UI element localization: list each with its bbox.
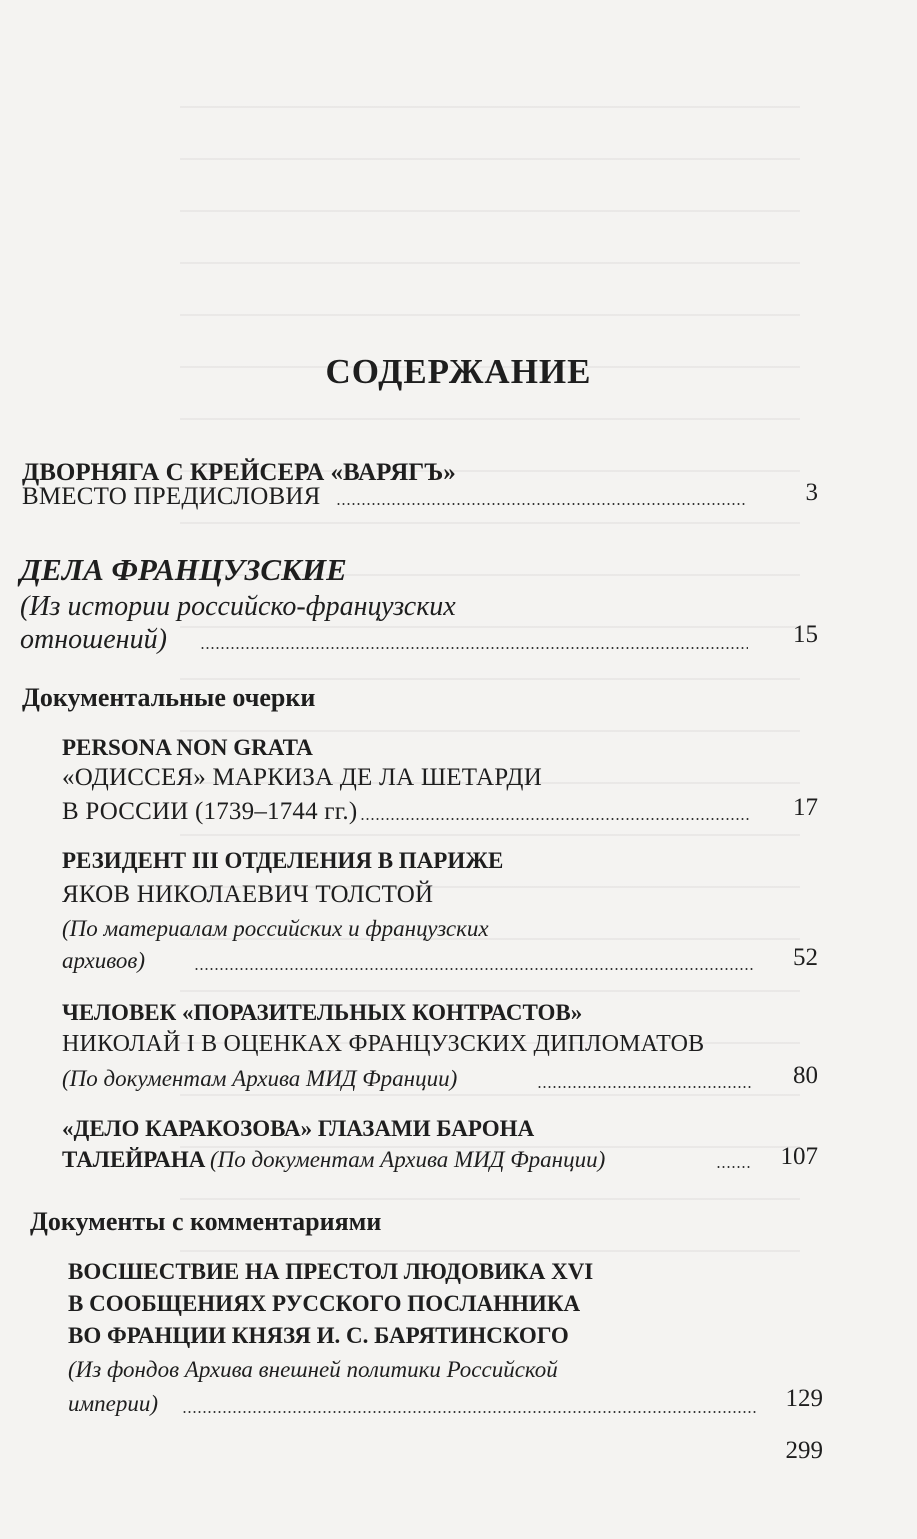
entry-note: (Из фондов Архива внешней политики Российской <box>68 1357 558 1382</box>
entry-subtitle: ЯКОВ НИКОЛАЕВИЧ ТОЛСТОЙ <box>62 881 434 908</box>
entry-note: (По документам Архива МИД Франции) <box>62 1066 458 1091</box>
entry-heading: PERSONA NON GRATA <box>62 735 313 760</box>
entry-heading: ЧЕЛОВЕК «ПОРАЗИТЕЛЬНЫХ КОНТРАСТОВ» <box>62 1000 583 1025</box>
entry-note: (Из истории российско-французских <box>20 591 456 622</box>
entry-heading: ВОСШЕСТВИЕ НА ПРЕСТОЛ ЛЮДОВИКА XVI <box>68 1259 594 1284</box>
dot-leader <box>200 647 748 649</box>
entry-subtitle: ВМЕСТО ПРЕДИСЛОВИЯ <box>22 483 321 510</box>
entry-heading: «ДЕЛО КАРАКОЗОВА» ГЛАЗАМИ БАРОНА <box>62 1116 535 1141</box>
page-ref: 17 <box>793 794 818 821</box>
section-heading: Документальные очерки <box>22 683 316 712</box>
page-ref: 3 <box>805 479 818 506</box>
entry-heading: В СООБЩЕНИЯХ РУССКОГО ПОСЛАННИКА <box>68 1291 581 1316</box>
dot-leader <box>336 503 746 505</box>
entry-heading: РЕЗИДЕНТ III ОТДЕЛЕНИЯ В ПАРИЖЕ <box>62 848 504 873</box>
entry-heading: ВО ФРАНЦИИ КНЯЗЯ И. С. БАРЯТИНСКОГО <box>68 1323 569 1348</box>
bleed-through-texture <box>180 80 800 1280</box>
dot-leader <box>537 1086 752 1088</box>
entry-heading: ДВОРНЯГА С КРЕЙСЕРА «ВАРЯГЪ» <box>22 459 456 486</box>
page-title: СОДЕРЖАНИЕ <box>325 352 592 391</box>
dot-leader <box>360 818 750 820</box>
dot-leader <box>194 968 754 970</box>
entry-subtitle: «ОДИССЕЯ» МАРКИЗА ДЕ ЛА ШЕТАРДИ <box>62 764 542 791</box>
entry-note: (По документам Архива МИД Франции) <box>210 1147 606 1172</box>
entry-subtitle: В РОССИИ (1739–1744 гг.) <box>62 798 358 825</box>
page-ref: 129 <box>785 1385 823 1412</box>
entry-heading: ТАЛЕЙРАНА <box>62 1147 206 1172</box>
entry-note: (По материалам российских и французских <box>62 916 489 941</box>
section-heading: Документы с комментариями <box>30 1207 382 1236</box>
entry-note: архивов) <box>62 948 146 973</box>
entry-note: отношений) <box>20 624 167 655</box>
entry-note: империи) <box>68 1391 159 1416</box>
dot-leader <box>182 1411 757 1413</box>
page-ref: 52 <box>793 944 818 971</box>
page-ref: 107 <box>780 1143 818 1170</box>
entry-heading: ДЕЛА ФРАНЦУЗСКИЕ <box>20 552 347 587</box>
page-ref: 80 <box>793 1062 818 1089</box>
entry-subtitle: НИКОЛАЙ I В ОЦЕНКАХ ФРАНЦУЗСКИХ ДИПЛОМАТОВ <box>62 1031 705 1057</box>
page-number: 299 <box>785 1437 823 1464</box>
page-ref: 15 <box>793 621 818 648</box>
